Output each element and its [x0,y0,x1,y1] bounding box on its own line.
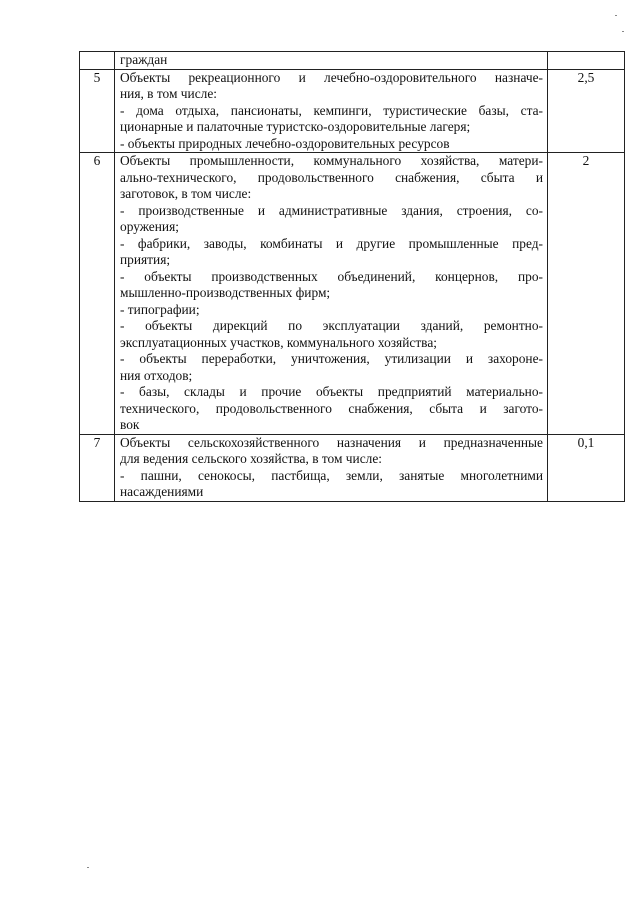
row-number [80,52,115,70]
description-line: приятия; [120,252,171,267]
description-line: вок [120,417,140,432]
scan-speck [87,867,89,868]
description-line: Объекты промышленности, коммунального хозяйства, матери- [120,153,543,168]
description-line: заготовок, в том числе: [120,186,252,201]
object-description [115,434,548,501]
object-description [115,69,548,153]
row-number: 5 [80,69,115,153]
coefficient-value [548,52,625,70]
description-line: - типографии; [120,301,200,317]
coefficient-table [79,51,625,502]
description-line: ния отходов; [120,367,193,383]
description-line: - объекты производственных объединений, концернов, про- [120,268,543,284]
description-line: технического, продовольственного снабжения, сбыта и загото- [120,400,543,416]
scan-speck [622,31,624,32]
description-line: ционарные и палаточные туристско-оздоровительные лагеря; [120,119,471,134]
row-number: 7 [80,434,115,501]
description-line: насаждениями [120,484,204,499]
description-line: оружения; [120,219,179,234]
row-number: 6 [80,153,115,435]
description-line: ния, в том числе: [120,86,217,101]
description-line: - объекты дирекций по эксплуатации зданий, ремонтно- [120,318,543,333]
description-line: граждан [120,52,168,67]
description-line: - дома отдыха, пансионаты, кемпинги, туристические базы, ста- [120,102,543,118]
coefficient-value: 2 [548,153,625,435]
description-line: мышленно-производственных фирм; [120,285,331,300]
coefficient-value: 2,5 [548,69,625,153]
description-line: Объекты сельскохозяйственного назначения и предназначенные [120,434,543,450]
description-line: ально-технического, продовольственного снабжения, сбыта и [120,169,543,185]
description-line: - пашни, сенокосы, пастбища, земли, занятые многолетними [120,467,543,483]
object-description [115,52,548,70]
description-line: - производственные и административные здания, строения, со- [120,202,543,218]
table-row [80,69,625,153]
description-line: - фабрики, заводы, комбинаты и другие промышленные пред- [120,235,543,251]
description-line: - объекты переработки, уничтожения, утилизации и захороне- [120,351,543,366]
table-row [80,153,625,435]
description-line: эксплуатационных участков, коммунального хозяйства; [120,334,437,350]
object-description [115,153,548,435]
coefficient-value: 0,1 [548,434,625,501]
description-line: - базы, склады и прочие объекты предприятий материально- [120,384,543,399]
table-row [80,434,625,501]
table-row [80,52,625,70]
scan-speck [615,15,617,16]
description-line: для ведения сельского хозяйства, в том числе: [120,451,382,466]
description-line: - объекты природных лечебно-оздоровительных ресурсов [120,135,450,151]
description-line: Объекты рекреационного и лечебно-оздоровительного назначе- [120,69,543,85]
